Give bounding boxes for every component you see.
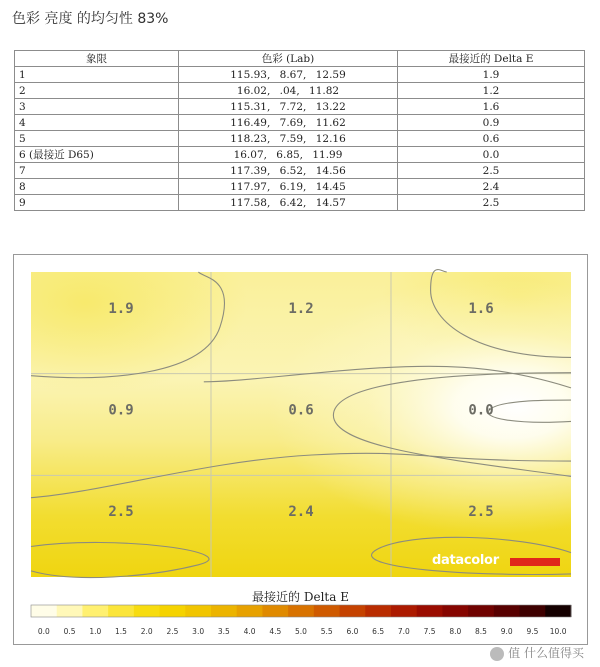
cell-value-label: 1.2 [288,300,314,317]
cell-value-label: 1.6 [468,300,494,317]
lab-cell: 16.07, 6.85, 11.99 [179,147,398,163]
scale-tick-label: 3.0 [192,627,205,636]
quadrant-cell: 9 [15,195,179,211]
table-row [15,163,585,179]
delta-e-cell: 1.9 [398,67,585,83]
scale-swatch [520,605,546,617]
header-lab: 色彩 (Lab) [179,51,398,67]
quadrant-cell: 6 (最接近 D65) [15,147,179,163]
scale-swatch [417,605,443,617]
scale-tick-label: 7.5 [423,627,436,636]
table-row [15,195,585,211]
cell-value-label: 1.9 [108,300,134,317]
delta-e-cell: 2.5 [398,195,585,211]
scale-swatch [391,605,417,617]
scale-tick-label: 6.5 [372,627,385,636]
scale-tick-label: 4.0 [243,627,256,636]
cell-value-label: 2.5 [108,504,134,521]
watermark-text: 值 什么值得买 [508,646,584,660]
scale-tick-label: 1.0 [89,627,102,636]
delta-e-cell: 2.4 [398,179,585,195]
cell-value-label: 2.5 [468,504,494,521]
scale-swatch [314,605,340,617]
lab-cell: 117.97, 6.19, 14.45 [179,179,398,195]
datacolor-logo: datacolor [432,553,499,568]
scale-swatch [211,605,237,617]
delta-e-cell: 0.0 [398,147,585,163]
header-quadrant: 象限 [15,51,179,67]
quadrant-cell: 3 [15,99,179,115]
delta-e-cell: 1.6 [398,99,585,115]
table-row [15,99,585,115]
scale-tick-label: 4.5 [269,627,282,636]
table-row [15,131,585,147]
cell-value-label: 0.6 [288,402,314,419]
scale-tick-label: 2.5 [166,627,179,636]
scale-swatch [185,605,211,617]
scale-tick-label: 6.0 [346,627,359,636]
scale-tick-label: 3.5 [217,627,230,636]
uniformity-heatmap [14,255,587,644]
delta-e-cell: 0.9 [398,115,585,131]
quadrant-cell: 2 [15,83,179,99]
lab-cell: 117.39, 6.52, 14.56 [179,163,398,179]
table-row [15,67,585,83]
cell-value-label: 0.0 [468,402,494,419]
scale-swatch [468,605,494,617]
quadrant-cell: 8 [15,179,179,195]
delta-e-cell: 1.2 [398,83,585,99]
scale-swatch [57,605,83,617]
cell-value-label: 2.4 [288,504,314,521]
scale-swatch [108,605,134,617]
scale-tick-label: 0.5 [63,627,76,636]
scale-swatch [262,605,288,617]
table-row [15,179,585,195]
table-header-row [15,51,585,67]
scale-swatch [365,605,391,617]
scale-tick-label: 2.0 [140,627,153,636]
lab-cell: 115.31, 7.72, 13.22 [179,99,398,115]
scale-tick-label: 8.0 [449,627,462,636]
quadrant-cell: 1 [15,67,179,83]
scale-tick-label: 0.0 [37,627,50,636]
page-title: 色彩 亮度 的均匀性 83% [12,11,169,27]
scale-tick-label: 10.0 [549,627,567,636]
table-row [15,115,585,131]
delta-e-cell: 0.6 [398,131,585,147]
scale-tick-label: 9.5 [526,627,539,636]
uniformity-table [14,50,585,211]
lab-cell: 115.93, 8.67, 12.59 [179,67,398,83]
scale-tick-label: 5.0 [295,627,307,636]
quadrant-cell: 7 [15,163,179,179]
quadrant-cell: 5 [15,131,179,147]
header-delta-e: 最接近的 Delta E [398,51,585,67]
quadrant-cell: 4 [15,115,179,131]
scale-tick-label: 5.5 [320,627,333,636]
scale-swatch [494,605,520,617]
delta-e-cell: 2.5 [398,163,585,179]
datacolor-logo-bar [510,558,560,566]
lab-cell: 118.23, 7.59, 12.16 [179,131,398,147]
scale-swatch [288,605,314,617]
scale-tick-label: 7.0 [397,627,410,636]
scale-swatch [237,605,263,617]
scale-swatch [82,605,108,617]
scale-swatch [31,605,57,617]
watermark [490,644,584,661]
legend-title: 最接近的 Delta E [252,590,349,604]
table-row [15,147,585,163]
scale-swatch [442,605,468,617]
watermark-icon [490,647,504,661]
table-row [15,83,585,99]
scale-swatch [160,605,186,617]
scale-swatch [545,605,571,617]
uniformity-chart-panel [13,254,588,645]
scale-tick-label: 8.5 [475,627,487,636]
scale-tick-label: 1.5 [115,627,127,636]
cell-value-label: 0.9 [108,402,134,419]
lab-cell: 116.49, 7.69, 11.62 [179,115,398,131]
lab-cell: 117.58, 6.42, 14.57 [179,195,398,211]
scale-swatch [340,605,366,617]
heatmap-minimum-glow [31,272,571,577]
lab-cell: 16.02, .04, 11.82 [179,83,398,99]
scale-swatch [134,605,160,617]
scale-tick-label: 9.0 [500,627,513,636]
